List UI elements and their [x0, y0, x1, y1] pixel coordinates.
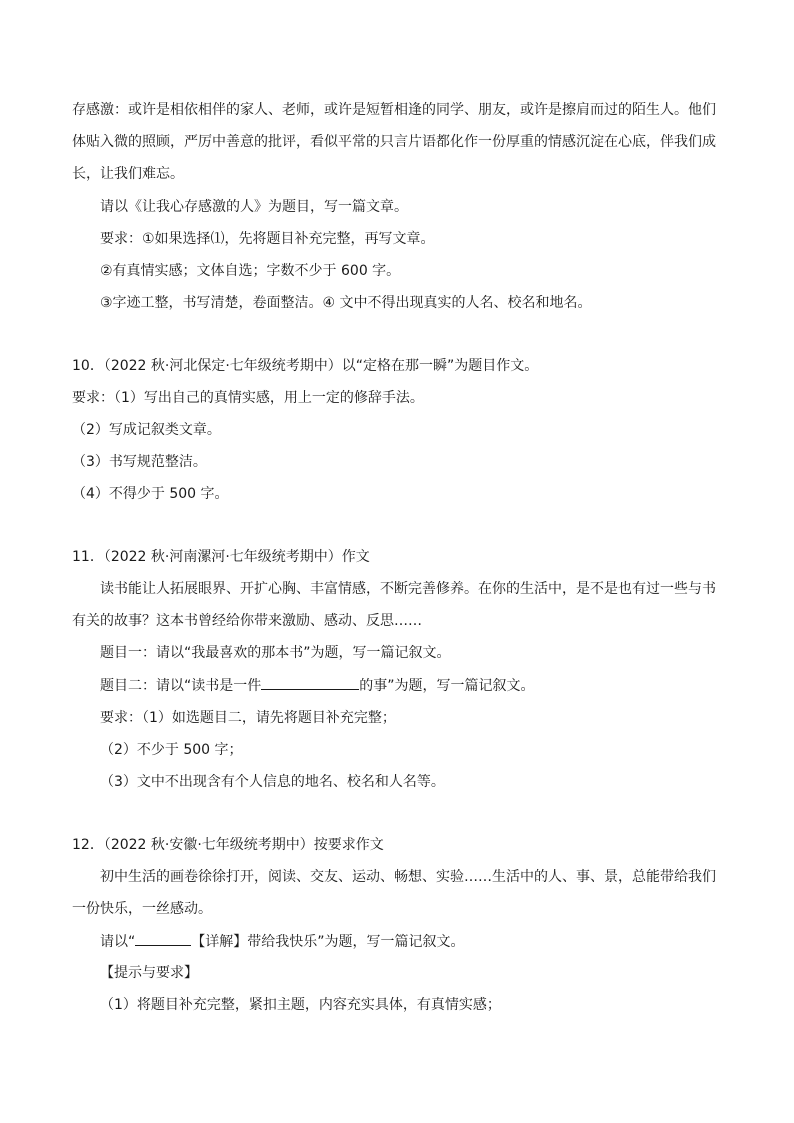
question-12-title: 12．（2022 秋·安徽·七年级统考期中）按要求作文: [72, 837, 384, 853]
requirement-line: 要求：①如果选择⑴，先将题目补充完整，再写文章。: [100, 231, 435, 247]
topic-two: [100, 675, 535, 695]
prompt-prefix: 请以“: [100, 934, 136, 950]
tips-heading: 【提示与要求】: [100, 965, 198, 981]
question-10-title: 10．（2022 秋·河北保定·七年级统考期中）以“定格在那一瞬”为题目作文。: [72, 358, 539, 374]
paragraph-line: 体贴入微的照顾，严厉中善意的批评，看似平常的只言片语都化作一份厚重的情感沉淀在心底，伴我们成: [72, 134, 716, 150]
topic-one: 题目一：请以“我最喜欢的那本书”为题，写一篇记叙文。: [100, 645, 451, 661]
requirement-line: （4）不得少于 500 字。: [72, 486, 229, 502]
fill-in-blank: [135, 931, 191, 946]
requirement-line: （3）文中不出现含有个人信息的地名、校名和人名等。: [100, 774, 445, 790]
topic-two-prefix: 题目二：请以“读书是一件: [100, 678, 262, 694]
requirement-line: （2）不少于 500 字；: [100, 742, 243, 758]
requirement-line: ②有真情实感；文体自选；字数不少于 600 字。: [100, 263, 401, 279]
topic-two-suffix: 的事”为题，写一篇记叙文。: [359, 678, 535, 694]
fill-in-blank: [261, 675, 359, 690]
paragraph-line: 有关的故事？这本书曾经给你带来激励、感动、反思……: [72, 613, 422, 629]
question-11-title: 11．（2022 秋·河南漯河·七年级统考期中）作文: [72, 549, 370, 565]
writing-prompt: 请以《让我心存感激的人》为题目，写一篇文章。: [100, 199, 408, 215]
prompt-suffix: 【详解】带给我快乐”为题，写一篇记叙文。: [191, 934, 465, 950]
requirement-line: ③字迹工整，书写清楚，卷面整洁。④ 文中不得出现真实的人名、校名和地名。: [100, 295, 592, 311]
requirement-line: 要求：（1）如选题目二，请先将题目补充完整；: [100, 710, 396, 726]
tip-line: （1）将题目补充完整，紧扣主题，内容充实具体，有真情实感；: [100, 997, 501, 1013]
paragraph-line: 存感激：或许是相依相伴的家人、老师，或许是短暂相逢的同学、朋友，或许是擦肩而过的陌生人。他们: [72, 102, 716, 118]
requirement-line: （3）书写规范整洁。: [72, 454, 207, 470]
requirement-line: （2）写成记叙类文章。: [72, 422, 221, 438]
paragraph-line: 初中生活的画卷徐徐打开，阅读、交友、运动、畅想、实验……生活中的人、事、景，总能带给我们: [100, 869, 716, 885]
paragraph-line: 读书能让人拓展眼界、开扩心胸、丰富情感，不断完善修养。在你的生活中，是不是也有过一些与书: [100, 581, 716, 597]
requirement-line: 要求：（1）写出自己的真情实感，用上一定的修辞手法。: [72, 390, 424, 406]
writing-prompt: [100, 931, 465, 951]
paragraph-line: 一份快乐，一丝感动。: [72, 901, 212, 917]
paragraph-line: 长，让我们难忘。: [72, 166, 184, 182]
